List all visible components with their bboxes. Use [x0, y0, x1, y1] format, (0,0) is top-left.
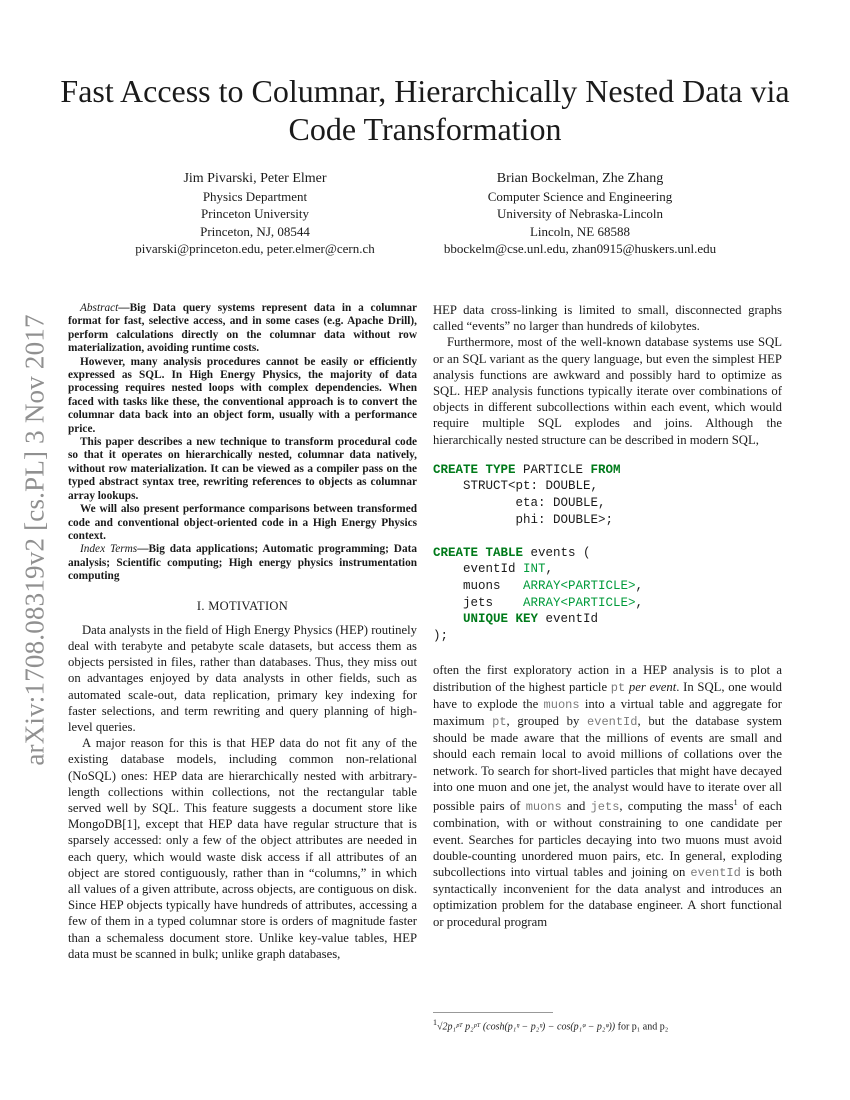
index-terms-lead: Index Terms	[80, 543, 138, 556]
author-names: Jim Pivarski, Peter Elmer	[183, 171, 327, 186]
author-dept: Computer Science and Engineering	[487, 188, 673, 204]
abstract-paragraph: This paper describes a new technique to transform procedural code so that it operates on hierarchically nested, columnar data natively, without row materialization. It can be viewed as a compiler pass on the typed abstract syntax tree, rewriting references to objects as columnar array lookups.	[68, 436, 417, 502]
body-paragraph: often the first exploratory action in a HEP analysis is to plot a distribution of the highest particle pt per event. In SQL, one would have to explode the muons into a virtual table and aggregate for maximum pt, grouped by eventId, but the database system should be made aware that the millions of events are small and should each remain local to avoid millions of collations over the network. To search for short-lived particles that might have decayed into one muon and one jet, the analyst would have to iterate over all possible pairs of muons and jets, computing the mass$^1$ of each combination, with or without constraining to one candidate per event. Searches for particles decaying into two muons must avoid double-counting unordered muon pairs, etc. In general, exploding subcollections into virtual tables and joining on eventId is both syntactically inconvenient for the data analyst and introduces an optimization problem for the database engineer. A short functional or procedural program	[433, 663, 783, 929]
body-paragraph: Data analysts in the field of High Energy Physics (HEP) routinely deal with terabyte and petabyte scale datasets, but access them as objects persisted in files, rather than databases. Thus, they miss out on advantages enjoyed by data analysts in other fields, such as automated scale-out, data replication, primary key indexing for faster selections, and term rewriting and query planning of high-level queries.	[68, 622, 417, 734]
author-names: Brian Bockelman, Zhe Zhang	[496, 171, 664, 186]
body-paragraph: HEP data cross-linking is limited to small, disconnected graphs called “events” no larger than hundreds of kilobytes.	[433, 303, 782, 334]
left-column	[68, 302, 417, 962]
mass-formula: √2p₁ᵖᵀ p₂ᵖᵀ (cosh(p₁ᵑ − p₂ᵑ) − cos(p₁ᵠ − p₂ᵠ))	[437, 1021, 616, 1033]
author-email: pivarski@princeton.edu, peter.elmer@cern.ch	[135, 241, 375, 256]
author-institution: University of Nebraska-Lincoln	[496, 206, 664, 221]
footnote: $^1$√2p₁ᵖᵀ p₂ᵖᵀ (cosh(p₁ᵑ − p₂ᵑ) − cos(p₁ᵠ − p₂ᵠ)) for p₁ and p₂	[433, 1018, 669, 1033]
author-institution: Princeton University	[201, 206, 309, 221]
author-location: Princeton, NJ, 08544	[200, 223, 310, 239]
author-block-1	[100, 170, 410, 258]
index-terms: Index Terms—Big data applications; Automatic programming; Data analysis; Scientific computing; High energy physics instrumentation computing	[68, 543, 417, 583]
abstract-paragraph: We will also present performance comparisons between transformed code and conventional object-oriented code in a High Energy Physics context.	[68, 503, 417, 542]
footnote-mark: 1	[733, 797, 738, 807]
author-dept: Physics Department	[202, 188, 308, 204]
author-email: bbockelm@cse.unl.edu, zhan0915@huskers.unl.edu	[443, 241, 717, 256]
body-paragraph: A major reason for this is that HEP data do not fit any of the existing database models, including common non-relational (NoSQL) ones: HEP data are hierarchically nested with arbitrary-length collections within collections, not the rectangular table served well by SQL. This feature suggests a document store like MongoDB[1], except that HEP data have regular structure that is sparsely accessed: only a few of the object attributes are needed in each query, which would waste disk access if all attributes of an object are stored contiguously, rather than in “columns,” in which all values of a given attribute, across objects, are contiguous on disk. Since HEP objects typically have hundreds of attributes, accessing a few of them in a typed columnar store is orders of magnitude faster than a schemaless document store. Unlike key-value tables, HEP data must be scanned in bulk; unlike graph databases,	[68, 736, 417, 961]
abstract-paragraph: However, many analysis procedures cannot be easily or efficiently expressed as SQL. In High Energy Physics, the majority of data processing requires nested loops with complex dependencies. When faced with tasks like these, the conventional approach is to convert the columnar data back into an object form, usually with a performance price.	[68, 355, 417, 435]
author-location: Lincoln, NE 68588	[529, 223, 630, 239]
author-block-2	[420, 170, 740, 258]
sql-code-block: CREATE TYPE PARTICLE FROM STRUCT<pt: DOUBLE, eta: DOUBLE, phi: DOUBLE>; CREATE TABLE events ( eventId INT, muons ARRAY<PARTICLE>, jets ARRAY<PARTICLE>, UNIQUE KEY eventId );	[433, 462, 644, 643]
footnote-mark: 1	[433, 1018, 437, 1027]
arxiv-id-text: arXiv:1708.08319v2 [cs.PL] 3 Nov 2017	[19, 314, 50, 766]
abstract-paragraph: Abstract—Big Data query systems represent data in a columnar format for fast, selective access, and in some cases (e.g. Apache Drill), perform calculations directly on the columnar data without row materialization, avoiding runtime costs.	[68, 302, 417, 355]
body-paragraph: Furthermore, most of the well-known database systems use SQL or an SQL variant as the query language, but even the simplest HEP analysis functions are awkward and possibly hard to optimize as SQL. HEP analysis functions typically iterate over combinations of objects in different subcollections within each event, which would require multiple SQL explodes and joins. Although the hierarchically nested structure can be described in modern SQL,	[433, 335, 782, 447]
abstract-lead: Abstract	[80, 302, 119, 314]
arxiv-identifier	[10, 300, 60, 780]
section-heading: I. MOTIVATION	[196, 598, 289, 613]
paper-title: Fast Access to Columnar, Hierarchically Nested Data via Code Transformation	[60, 73, 790, 147]
right-column	[433, 302, 782, 930]
footnote-rule	[433, 1012, 553, 1013]
